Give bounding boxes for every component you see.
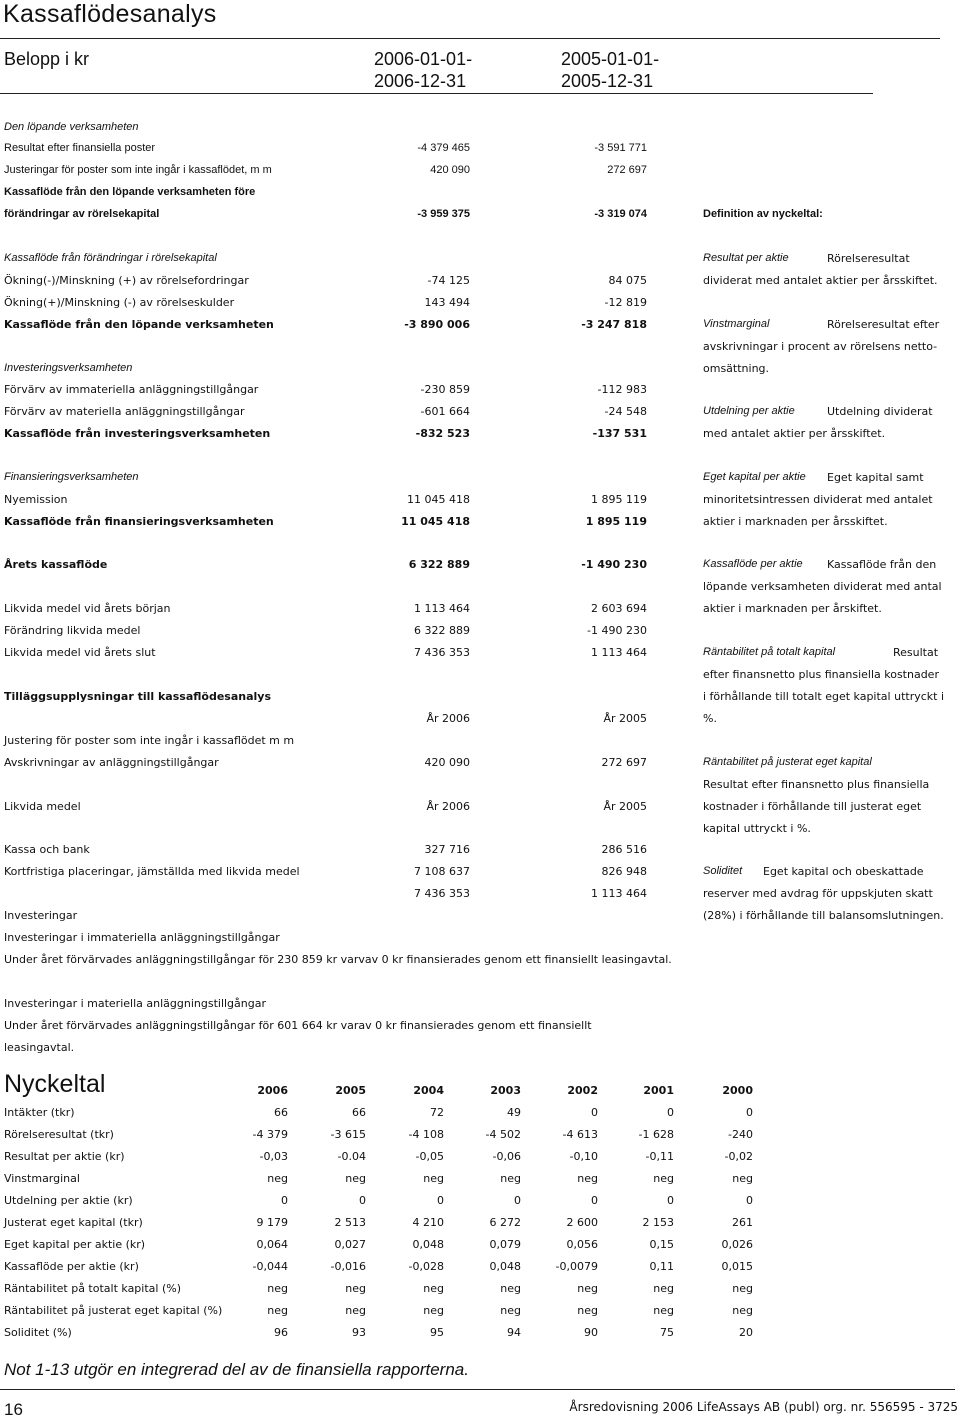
- nyckeltal-row-label: Räntabilitet på totalt kapital (%): [4, 1282, 181, 1295]
- nyckeltal-cell: 72: [430, 1106, 444, 1119]
- nyckeltal-cell: -0,11: [645, 1150, 674, 1163]
- period-2005-line1: 2005-01-01-: [561, 49, 660, 69]
- cashflow-value-2006: 7 436 353: [414, 646, 470, 659]
- nyckeltal-cell: neg: [732, 1304, 753, 1317]
- nyckeltal-cell: 49: [507, 1106, 521, 1119]
- nyckeltal-cell: 66: [352, 1106, 366, 1119]
- footer-text: Årsredovisning 2006 LifeAssays AB (publ) org. nr. 556595 - 3725: [569, 1400, 958, 1414]
- cashflow-value-2005: 1 113 464: [591, 887, 647, 900]
- nyckeltal-cell: -0,044: [252, 1260, 288, 1273]
- cashflow-value-2005: -1 490 230: [587, 624, 647, 637]
- nyckeltal-cell: neg: [423, 1282, 444, 1295]
- nyckeltal-cell: 95: [430, 1326, 444, 1339]
- nyckeltal-cell: -0,028: [408, 1260, 444, 1273]
- cashflow-row-label: Likvida medel vid årets slut: [4, 646, 156, 659]
- definition-text: dividerat med antalet aktier per årsskiftet.: [703, 274, 938, 287]
- nyckeltal-cell: 0: [667, 1194, 674, 1207]
- nyckeltal-cell: -0,0079: [555, 1260, 598, 1273]
- cashflow-row-label: Ökning(+)/Minskning (-) av rörelseskulder: [4, 296, 235, 309]
- cashflow-value-2006: 143 494: [424, 296, 470, 309]
- nyckeltal-row-label: Utdelning per aktie (kr): [4, 1194, 133, 1207]
- nyckeltal-year-header: 2000: [722, 1084, 753, 1097]
- definition-text: löpande verksamheten dividerat med antal: [703, 580, 942, 593]
- nyckeltal-cell: neg: [653, 1304, 674, 1317]
- nyckeltal-cell: -0,016: [330, 1260, 366, 1273]
- nyckeltal-cell: neg: [423, 1304, 444, 1317]
- nyckeltal-cell: 66: [274, 1106, 288, 1119]
- nyckeltal-cell: 0: [667, 1106, 674, 1119]
- nyckeltal-row-label: Intäkter (tkr): [4, 1106, 75, 1119]
- nyckeltal-cell: -0,06: [492, 1150, 521, 1163]
- definition-text: avskrivningar i procent av rörelsens netto-: [703, 340, 938, 353]
- definition-text: %.: [703, 712, 717, 725]
- nyckeltal-cell: neg: [345, 1172, 366, 1185]
- cashflow-row-label: Avskrivningar av anläggningstillgångar: [4, 756, 219, 769]
- nyckeltal-cell: -1 628: [638, 1128, 674, 1141]
- nyckeltal-cell: neg: [267, 1304, 288, 1317]
- page-title: Kassaflödesanalys: [3, 0, 217, 28]
- nyckeltal-cell: neg: [653, 1172, 674, 1185]
- cashflow-value-2005: 286 516: [601, 843, 647, 856]
- nyckeltal-cell: -4 379: [252, 1128, 288, 1141]
- cashflow-value-2005: -12 819: [604, 296, 647, 309]
- cashflow-value-2006: -230 859: [420, 383, 470, 396]
- cashflow-value-2005: -3 319 074: [594, 208, 647, 220]
- period-2006-line2: 2006-12-31: [374, 71, 467, 91]
- amount-unit-label: Belopp i kr: [4, 49, 90, 69]
- nyckeltal-cell: 0,15: [649, 1238, 674, 1251]
- definition-text: Resultat efter finansnetto plus finansiella: [703, 778, 930, 791]
- cashflow-value-2006: -74 125: [427, 274, 470, 287]
- cashflow-value-2006: -4 379 465: [417, 142, 470, 154]
- cashflow-value-2005: -1 490 230: [581, 558, 647, 571]
- nyckeltal-cell: -0,03: [259, 1150, 288, 1163]
- definition-text: Eget kapital samt: [827, 471, 924, 484]
- nyckeltal-cell: 0: [746, 1106, 753, 1119]
- cashflow-value-2006: -601 664: [420, 405, 470, 418]
- nyckeltal-heading: Nyckeltal: [4, 1070, 106, 1098]
- cashflow-row-label: Förvärv av materiella anläggningstillgångar: [4, 405, 245, 418]
- nyckeltal-cell: 90: [584, 1326, 598, 1339]
- nyckeltal-cell: 93: [352, 1326, 366, 1339]
- nyckeltal-cell: 96: [274, 1326, 288, 1339]
- cashflow-value-2006: 7 436 353: [414, 887, 470, 900]
- nyckeltal-cell: -4 108: [408, 1128, 444, 1141]
- definition-term: Eget kapital per aktie: [703, 471, 806, 483]
- nyckeltal-cell: neg: [732, 1172, 753, 1185]
- cashflow-value-2005: -3 591 771: [594, 142, 647, 154]
- note-line: Investeringar i immateriella anläggningstillgångar: [4, 931, 280, 944]
- nyckeltal-row-label: Räntabilitet på justerat eget kapital (%): [4, 1304, 223, 1317]
- cashflow-row-label: Kassaflöde från den löpande verksamheten före: [4, 186, 256, 198]
- nyckeltal-cell: neg: [500, 1282, 521, 1295]
- note-line: leasingavtal.: [4, 1041, 75, 1054]
- definition-term: Vinstmarginal: [703, 318, 770, 330]
- cashflow-value-2006: 6 322 889: [414, 624, 470, 637]
- cashflow-value-2006: -3 890 006: [404, 318, 470, 331]
- definition-text: med antalet aktier per årsskiftet.: [703, 427, 886, 440]
- cashflow-value-2006: -832 523: [415, 427, 470, 440]
- nyckeltal-row-label: Eget kapital per aktie (kr): [4, 1238, 146, 1251]
- cashflow-row-label: Finansieringsverksamheten: [4, 471, 139, 483]
- nyckeltal-cell: -4 613: [562, 1128, 598, 1141]
- cashflow-row-label: Förvärv av immateriella anläggningstillgångar: [4, 383, 259, 396]
- cashflow-value-2005: -137 531: [592, 427, 647, 440]
- nyckeltal-cell: 2 600: [566, 1216, 598, 1229]
- cashflow-value-2006: År 2006: [426, 712, 470, 725]
- cashflow-row-label: Nyemission: [4, 493, 68, 506]
- nyckeltal-row-label: Justerat eget kapital (tkr): [4, 1216, 143, 1229]
- nyckeltal-year-header: 2004: [413, 1084, 444, 1097]
- nyckeltal-cell: 0: [359, 1194, 366, 1207]
- nyckeltal-cell: 0,048: [489, 1260, 521, 1273]
- cashflow-value-2006: 11 045 418: [407, 493, 470, 506]
- cashflow-value-2006: År 2006: [426, 800, 470, 813]
- nyckeltal-cell: 94: [507, 1326, 521, 1339]
- note-line: Under året förvärvades anläggningstillgångar för 230 859 kr varvav 0 kr finansierades genom ett finansiellt leasingavtal.: [4, 953, 672, 966]
- note-line: Investeringar i materiella anläggningstillgångar: [4, 997, 266, 1010]
- nyckeltal-cell: -0,02: [724, 1150, 753, 1163]
- nyckeltal-cell: 0,11: [649, 1260, 674, 1273]
- cashflow-row-label: Den löpande verksamheten: [4, 121, 139, 133]
- nyckeltal-year-header: 2001: [643, 1084, 674, 1097]
- nyckeltal-cell: 0,056: [566, 1238, 598, 1251]
- cashflow-value-2005: 84 075: [608, 274, 647, 287]
- definition-text: minoritetsintressen dividerat med antalet: [703, 493, 933, 506]
- cashflow-value-2005: -112 983: [597, 383, 647, 396]
- bottom-note: Not 1-13 utgör en integrerad del av de finansiella rapporterna.: [4, 1360, 469, 1379]
- cashflow-row-label: Justering för poster som inte ingår i kassaflödet m m: [4, 734, 295, 747]
- nyckeltal-cell: 20: [739, 1326, 753, 1339]
- nyckeltal-cell: neg: [577, 1304, 598, 1317]
- nyckeltal-cell: neg: [267, 1282, 288, 1295]
- nyckeltal-cell: 0,027: [334, 1238, 366, 1251]
- nyckeltal-cell: neg: [577, 1172, 598, 1185]
- cashflow-row-label: Årets kassaflöde: [4, 558, 108, 571]
- nyckeltal-row-label: Rörelseresultat (tkr): [4, 1128, 114, 1141]
- cashflow-value-2005: 1 895 119: [585, 515, 647, 528]
- cashflow-row-label: Kortfristiga placeringar, jämställda med likvida medel: [4, 865, 300, 878]
- cashflow-value-2005: 272 697: [607, 164, 647, 176]
- cashflow-row-label: Investeringsverksamheten: [4, 362, 133, 374]
- definition-text: kostnader i förhållande till justerat eget: [703, 800, 922, 813]
- cashflow-value-2005: 826 948: [601, 865, 647, 878]
- definition-text: i förhållande till totalt eget kapital uttryckt i: [703, 690, 945, 703]
- nyckeltal-cell: 0: [437, 1194, 444, 1207]
- definition-text: Resultat: [893, 646, 939, 659]
- definition-text: Rörelseresultat efter: [827, 318, 940, 331]
- nyckeltal-cell: -0.04: [337, 1150, 366, 1163]
- nyckeltal-cell: neg: [267, 1172, 288, 1185]
- period-2006-line1: 2006-01-01-: [374, 49, 473, 69]
- definitions-heading: Definition av nyckeltal:: [703, 208, 823, 220]
- cashflow-value-2006: 6 322 889: [408, 558, 470, 571]
- definition-text: aktier i marknaden per årskiftet.: [703, 602, 882, 615]
- definition-text: efter finansnetto plus finansiella kostnader: [703, 668, 939, 681]
- cashflow-value-2005: -24 548: [604, 405, 647, 418]
- nyckeltal-cell: 6 272: [489, 1216, 521, 1229]
- cashflow-row-label: Investeringar: [4, 909, 78, 922]
- page-number: 16: [4, 1400, 23, 1419]
- cashflow-row-label: Justeringar för poster som inte ingår i kassaflödet, m m: [4, 164, 272, 176]
- nyckeltal-cell: neg: [423, 1172, 444, 1185]
- nyckeltal-year-header: 2006: [257, 1084, 288, 1097]
- definition-text: omsättning.: [703, 362, 770, 375]
- nyckeltal-cell: neg: [732, 1282, 753, 1295]
- nyckeltal-row-label: Soliditet (%): [4, 1326, 72, 1339]
- nyckeltal-cell: -0,10: [569, 1150, 598, 1163]
- nyckeltal-year-header: 2002: [567, 1084, 598, 1097]
- definition-text: (28%) i förhållande till balansomslutningen.: [703, 909, 944, 922]
- nyckeltal-cell: 4 210: [412, 1216, 444, 1229]
- definition-text: kapital uttryckt i %.: [703, 822, 811, 835]
- cashflow-row-label: Kassaflöde från finansieringsverksamheten: [4, 515, 274, 528]
- footer-rule: [0, 1389, 955, 1390]
- nyckeltal-cell: -240: [728, 1128, 753, 1141]
- cashflow-row-label: Tilläggsupplysningar till kassaflödesanalys: [4, 690, 271, 703]
- definition-term: Räntabilitet på justerat eget kapital: [703, 756, 872, 768]
- cashflow-value-2006: 7 108 637: [414, 865, 470, 878]
- cashflow-value-2006: 11 045 418: [401, 515, 470, 528]
- nyckeltal-cell: 261: [732, 1216, 753, 1229]
- nyckeltal-row-label: Kassaflöde per aktie (kr): [4, 1260, 139, 1273]
- nyckeltal-cell: -4 502: [485, 1128, 521, 1141]
- cashflow-value-2006: 327 716: [424, 843, 470, 856]
- cashflow-value-2006: 1 113 464: [414, 602, 470, 615]
- nyckeltal-cell: neg: [345, 1282, 366, 1295]
- nyckeltal-cell: 0: [281, 1194, 288, 1207]
- definition-term: Soliditet: [703, 865, 743, 877]
- definition-text: Utdelning dividerat: [827, 405, 933, 418]
- note-line: Under året förvärvades anläggningstillgångar för 601 664 kr varav 0 kr finansierades genom ett finansiellt: [4, 1019, 592, 1032]
- nyckeltal-cell: 0: [746, 1194, 753, 1207]
- cashflow-value-2006: 420 090: [424, 756, 470, 769]
- nyckeltal-cell: 0,026: [721, 1238, 753, 1251]
- nyckeltal-cell: neg: [345, 1304, 366, 1317]
- cashflow-value-2005: -3 247 818: [581, 318, 647, 331]
- nyckeltal-row-label: Vinstmarginal: [4, 1172, 80, 1185]
- cashflow-row-label: Likvida medel: [4, 800, 81, 813]
- cashflow-row-label: Kassaflöde från investeringsverksamheten: [4, 427, 271, 440]
- nyckeltal-year-header: 2005: [335, 1084, 366, 1097]
- nyckeltal-cell: neg: [500, 1304, 521, 1317]
- nyckeltal-cell: 9 179: [256, 1216, 288, 1229]
- cashflow-row-label: Förändring likvida medel: [4, 624, 141, 637]
- definition-term: Resultat per aktie: [703, 252, 789, 264]
- nyckeltal-year-header: 2003: [490, 1084, 521, 1097]
- cashflow-row-label: förändringar av rörelsekapital: [4, 208, 160, 220]
- title-rule: [0, 38, 940, 39]
- definition-text: reserver med avdrag för uppskjuten skatt: [703, 887, 933, 900]
- nyckeltal-cell: 2 153: [642, 1216, 674, 1229]
- nyckeltal-row-label: Resultat per aktie (kr): [4, 1150, 125, 1163]
- definition-term: Räntabilitet på totalt kapital: [703, 646, 836, 658]
- cashflow-row-label: Kassa och bank: [4, 843, 90, 856]
- nyckeltal-cell: 0: [591, 1194, 598, 1207]
- nyckeltal-cell: 75: [660, 1326, 674, 1339]
- nyckeltal-cell: 0,079: [489, 1238, 521, 1251]
- nyckeltal-cell: 2 513: [334, 1216, 366, 1229]
- cashflow-value-2005: År 2005: [603, 800, 647, 813]
- nyckeltal-cell: 0: [591, 1106, 598, 1119]
- cashflow-row-label: Ökning(-)/Minskning (+) av rörelsefordringar: [4, 274, 249, 287]
- cashflow-row-label: Kassaflöde från förändringar i rörelsekapital: [4, 252, 217, 264]
- cashflow-value-2005: År 2005: [603, 712, 647, 725]
- period-2005-line2: 2005-12-31: [561, 71, 654, 91]
- cashflow-value-2005: 1 113 464: [591, 646, 647, 659]
- definition-text: Kassaflöde från den: [827, 558, 937, 571]
- nyckeltal-cell: 0,064: [256, 1238, 288, 1251]
- header-rule: [0, 93, 873, 94]
- cashflow-value-2005: 2 603 694: [591, 602, 647, 615]
- cashflow-value-2006: 420 090: [430, 164, 470, 176]
- cashflow-row-label: Kassaflöde från den löpande verksamheten: [4, 318, 274, 331]
- nyckeltal-cell: -0,05: [415, 1150, 444, 1163]
- nyckeltal-cell: -3 615: [330, 1128, 366, 1141]
- definition-term: Kassaflöde per aktie: [703, 558, 803, 570]
- cashflow-value-2005: 1 895 119: [591, 493, 647, 506]
- nyckeltal-cell: neg: [653, 1282, 674, 1295]
- cashflow-row-label: Likvida medel vid årets början: [4, 602, 171, 615]
- nyckeltal-cell: 0: [514, 1194, 521, 1207]
- cashflow-value-2006: -3 959 375: [417, 208, 470, 220]
- nyckeltal-cell: neg: [500, 1172, 521, 1185]
- cashflow-value-2005: 272 697: [601, 756, 647, 769]
- definition-text: Rörelseresultat: [827, 252, 910, 265]
- nyckeltal-cell: neg: [577, 1282, 598, 1295]
- definition-text: Eget kapital och obeskattade: [763, 865, 924, 878]
- definition-text: aktier i marknaden per årsskiftet.: [703, 515, 888, 528]
- nyckeltal-cell: 0,048: [412, 1238, 444, 1251]
- nyckeltal-cell: 0,015: [721, 1260, 753, 1273]
- definition-term: Utdelning per aktie: [703, 405, 795, 417]
- cashflow-row-label: Resultat efter finansiella poster: [4, 142, 156, 154]
